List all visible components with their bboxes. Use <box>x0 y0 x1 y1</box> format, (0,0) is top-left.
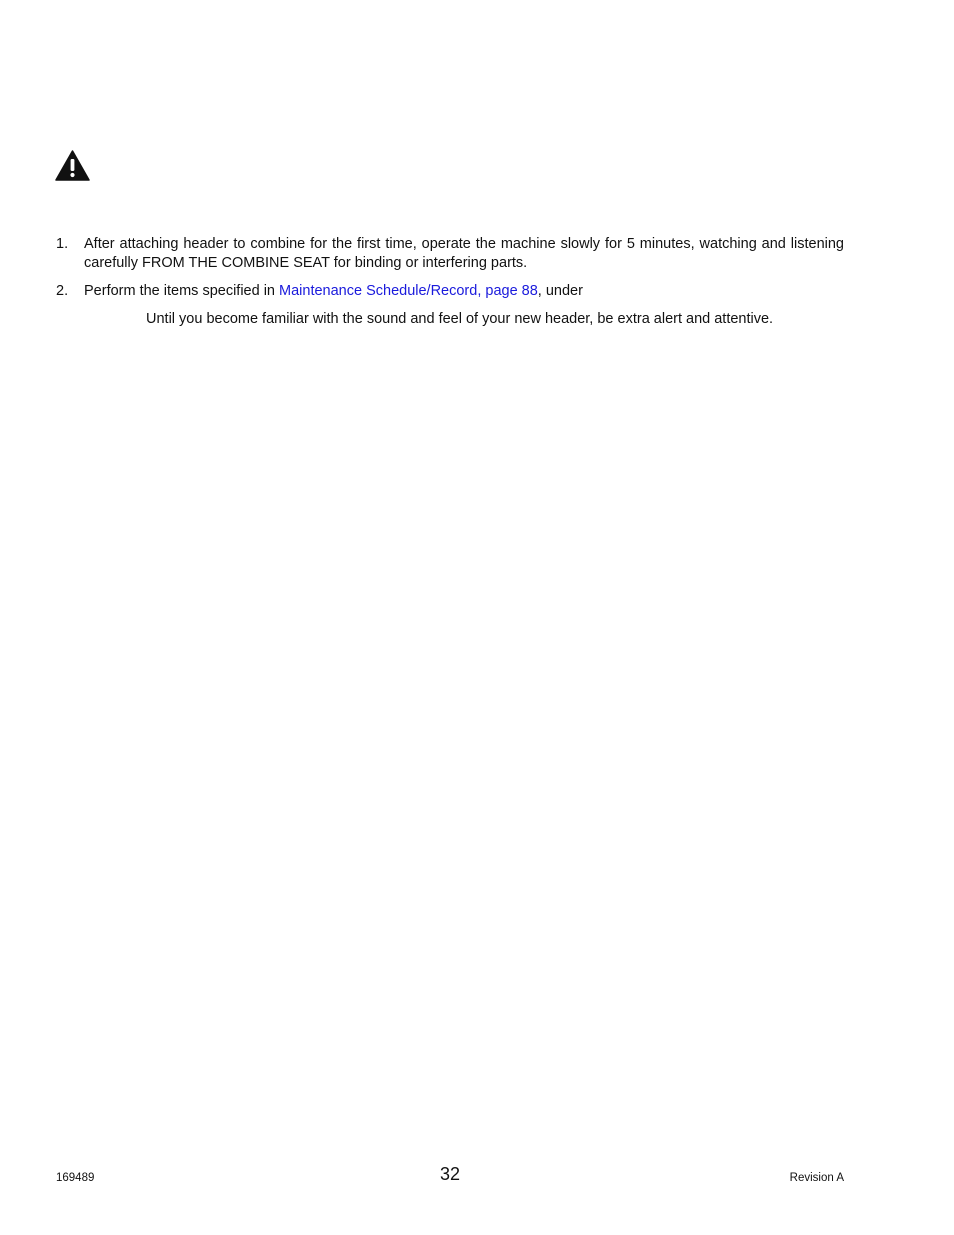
step-text: After attaching header to combine for the first time, operate the machine slowly for 5 minutes, watching and listening carefully FROM THE COMBINE SEAT for binding or interfering parts. <box>84 236 844 271</box>
note-text: Until you become familiar with the sound and feel of your new header, be extra alert and attentive. <box>146 311 774 327</box>
procedure-list <box>56 235 844 310</box>
step-number: 1. <box>56 236 69 252</box>
step-text-before: Perform the items specified in <box>84 283 280 299</box>
page-number: 32 <box>439 1164 461 1184</box>
step-text-after: , under <box>537 283 583 299</box>
list-item <box>56 235 844 273</box>
maintenance-schedule-link[interactable]: Maintenance Schedule/Record, page 88 <box>279 283 538 299</box>
warning-triangle-icon <box>55 150 90 181</box>
list-item <box>56 282 844 301</box>
step-number: 2. <box>56 283 69 299</box>
doc-number: 169489 <box>56 1172 95 1184</box>
revision-label: Revision A <box>789 1172 844 1184</box>
